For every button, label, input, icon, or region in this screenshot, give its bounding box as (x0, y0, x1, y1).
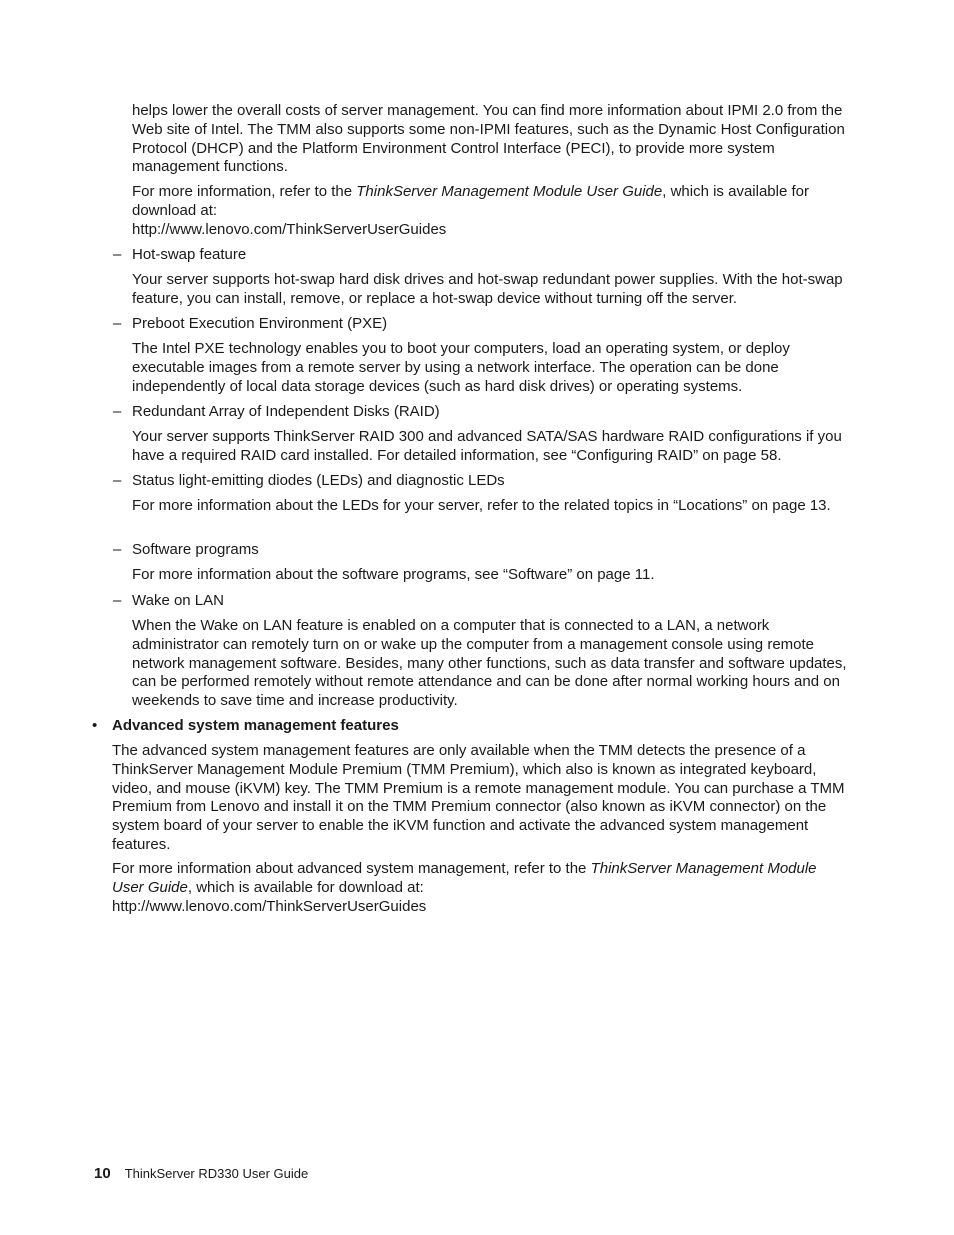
dash-marker: – (113, 592, 122, 609)
list-item-text: For more information about the LEDs for your server, refer to the related topics in “Locations” on page 13. (132, 497, 831, 514)
list-item-label: Hot-swap feature (132, 246, 247, 263)
list-item-text: Your server supports ThinkServer RAID 300 and advanced SATA/SAS hardware RAID configurations if you have a required RAID card installed. For detailed information, see “Configuring RAID” on page 58. (132, 428, 842, 464)
intro-paragraph: helps lower the overall costs of server management. You can find more information about IPMI 2.0 from the Web site of Intel. The TMM also supports some non-IPMI features, such as the Dynamic Host Configuration Protocol (DHCP) and the Platform Environment Control Interface (PECI), to provide more system management functions. (132, 102, 845, 176)
intro-reference-suffix: , which is available for download at: (132, 183, 809, 219)
dash-marker: – (113, 541, 122, 558)
advanced-reference-suffix: , which is available for download at: (187, 878, 424, 896)
advanced-reference-text: For more information about advanced system management, refer to the (112, 860, 591, 877)
list-item-label: Software programs (132, 541, 259, 558)
dash-marker: – (113, 246, 122, 263)
intro-reference-title: ThinkServer Management Module User Guide (356, 183, 663, 200)
list-item-label: Wake on LAN (132, 592, 224, 609)
dash-marker: – (113, 315, 122, 332)
list-item-text: When the Wake on LAN feature is enabled on a computer that is connected to a LAN, a network administrator can remotely turn on or wake up the computer from a management console using remote network management software. Besides, many other functions, such as data transfer and software updates, can be performed remotely without remote attendance and can be done after normal working hours and on weekends to save time and increase productivity. (132, 617, 847, 710)
dash-marker: – (113, 472, 122, 489)
advanced-reference-url[interactable]: http://www.lenovo.com/ThinkServerUserGuides (112, 897, 427, 915)
list-item-label: Redundant Array of Independent Disks (RAID) (132, 403, 440, 420)
footer-title: ThinkServer RD330 User Guide (124, 1166, 309, 1181)
intro-reference-text: For more information, refer to the (132, 183, 357, 200)
dash-marker: – (113, 403, 122, 420)
advanced-reference-paragraph (112, 860, 848, 916)
list-item-text: Your server supports hot-swap hard disk drives and hot-swap redundant power supplies. With the hot-swap feature, you can install, remove, or replace a hot-swap device without turning off the server. (132, 271, 843, 307)
bullet-marker: • (92, 717, 98, 734)
list-item-text: For more information about the software programs, see “Software” on page 11. (132, 566, 655, 583)
section-heading: Advanced system management features (112, 717, 399, 734)
advanced-reference-title: ThinkServer Management Module User Guide (112, 860, 817, 896)
advanced-paragraph: The advanced system management features are only available when the TMM detects the presence of a ThinkServer Management Module Premium (TMM Premium), which also is known as integrated keyboard, video, and mouse (iKVM) key. The TMM Premium is a remote management module. You can purchase a TMM Premium from Lenovo and install it on the TMM Premium connector (also known as iKVM connector) on the system board of your server to enable the iKVM function and activate the advanced system management features. (112, 742, 845, 853)
page-footer (94, 1165, 308, 1184)
list-item-text: The Intel PXE technology enables you to boot your computers, load an operating system, or deploy executable images from a remote server by using a network interface. The operation can be done independently of local data storage devices (such as hard disk drives) or operating systems. (132, 340, 790, 395)
list-item-label: Status light-emitting diodes (LEDs) and diagnostic LEDs (132, 472, 505, 489)
intro-reference-url[interactable]: http://www.lenovo.com/ThinkServerUserGuides (132, 220, 447, 238)
intro-reference-paragraph (132, 183, 848, 239)
page-number: 10 (94, 1165, 111, 1182)
list-item-label: Preboot Execution Environment (PXE) (132, 315, 388, 332)
